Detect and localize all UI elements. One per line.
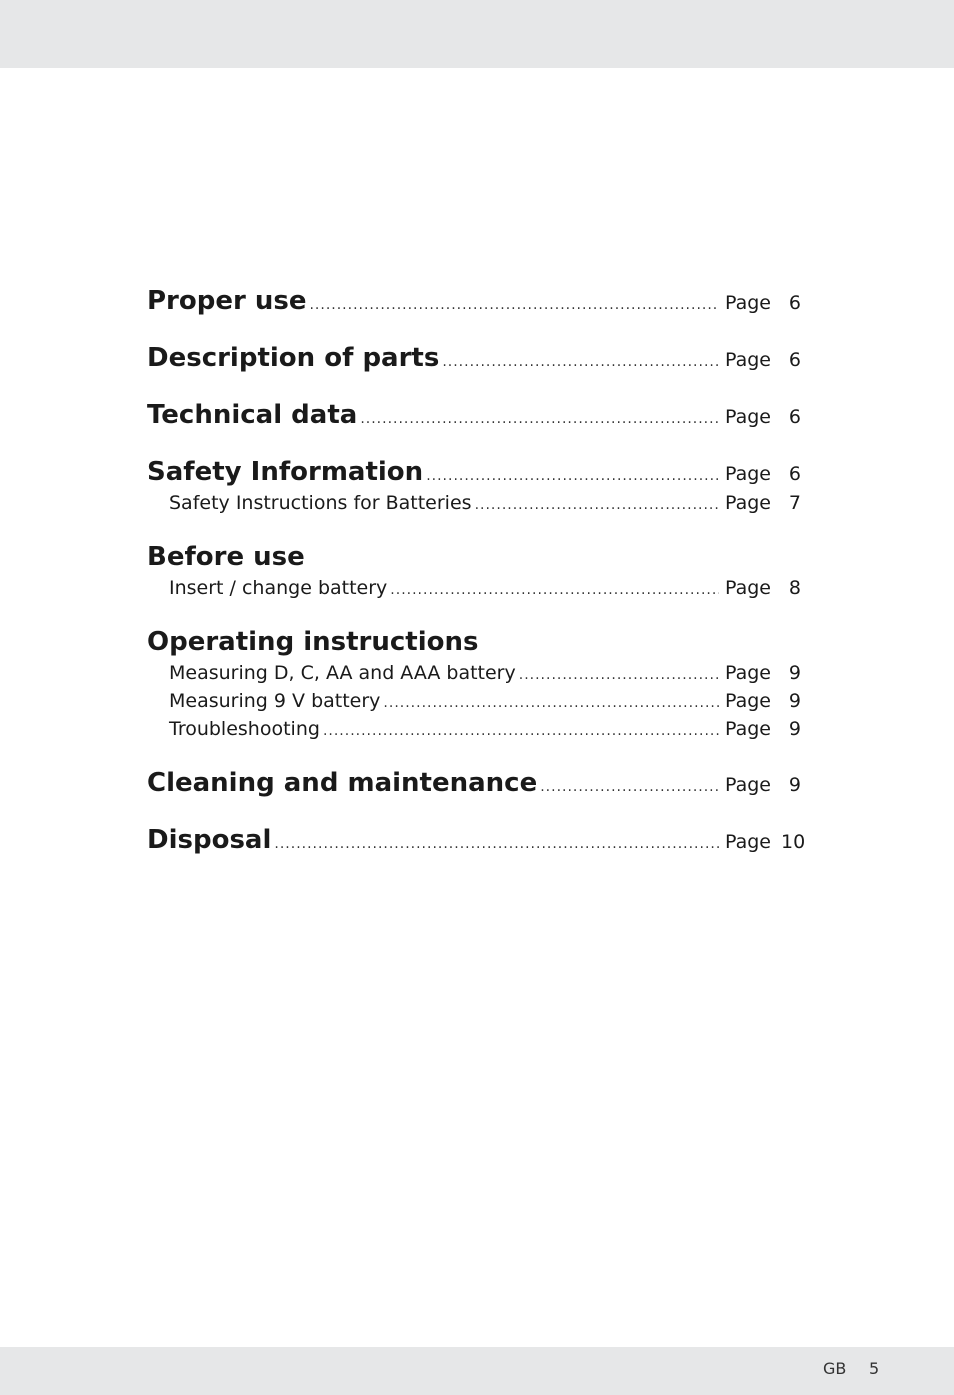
toc-entry-technical-data[interactable] (147, 398, 801, 432)
page-label: Page (725, 292, 771, 314)
toc-entry-safety-information[interactable] (147, 455, 801, 489)
page-number: 9 (788, 662, 801, 684)
page-label: Page (725, 492, 771, 514)
page-label: Page (725, 690, 771, 712)
page-number: 6 (788, 406, 801, 428)
toc-entry-title: Safety Information (147, 457, 424, 487)
page-label: Page (725, 577, 771, 599)
toc-entry-title: Description of parts (147, 343, 440, 373)
toc-entry-title: Troubleshooting (169, 718, 320, 740)
toc-entry-disposal[interactable] (147, 823, 806, 857)
page-label: Page (725, 406, 771, 428)
page-number: 9 (788, 718, 801, 740)
dot-leader (426, 468, 719, 484)
toc-entry-title: Cleaning and maintenance (147, 768, 538, 798)
toc-entry-title: Disposal (147, 825, 272, 855)
dot-leader (309, 297, 719, 313)
page-number: 10 (781, 831, 806, 853)
toc-entry-title: Measuring 9 V battery (169, 690, 381, 712)
toc-heading-before-use[interactable]: Before use (147, 542, 305, 572)
toc-entry-title: Insert / change battery (169, 577, 388, 599)
page-number: 9 (788, 690, 801, 712)
page-label: Page (725, 349, 771, 371)
page-label: Page (725, 463, 771, 485)
footer-language: GB (823, 1359, 847, 1378)
toc-entry-title: Proper use (147, 286, 307, 316)
toc-entry-title: Technical data (147, 400, 358, 430)
header-band (0, 0, 954, 68)
toc-entry-measuring-dcaa[interactable] (147, 659, 801, 687)
toc-entry-safety-batteries[interactable] (147, 489, 801, 517)
toc-entry-insert-battery[interactable] (147, 574, 801, 602)
dot-leader (274, 836, 719, 852)
toc-entry-title: Measuring D, C, AA and AAA battery (169, 662, 516, 684)
page-label: Page (725, 662, 771, 684)
dot-leader (360, 411, 719, 427)
toc-entry-description-of-parts[interactable] (147, 341, 801, 375)
dot-leader (540, 779, 719, 795)
dot-leader (383, 695, 719, 711)
page-number: 6 (788, 463, 801, 485)
page-number: 6 (788, 292, 801, 314)
page-number: 7 (788, 492, 801, 514)
toc-entry-measuring-9v[interactable] (147, 687, 801, 715)
toc-entry-troubleshooting[interactable] (147, 715, 801, 743)
footer-page-number: 5 (869, 1359, 880, 1378)
dot-leader (519, 667, 719, 683)
table-of-contents (147, 284, 806, 857)
page-label: Page (725, 774, 771, 796)
page-number: 9 (788, 774, 801, 796)
dot-leader (475, 497, 719, 513)
page-label: Page (725, 831, 771, 853)
toc-entry-proper-use[interactable] (147, 284, 801, 318)
dot-leader (390, 582, 719, 598)
page-number: 6 (788, 349, 801, 371)
footer-band (0, 1347, 954, 1395)
toc-heading-operating-instructions[interactable]: Operating instructions (147, 627, 479, 657)
toc-entry-title: Safety Instructions for Batteries (169, 492, 472, 514)
page-number: 8 (788, 577, 801, 599)
toc-entry-cleaning[interactable] (147, 766, 801, 800)
page-label: Page (725, 718, 771, 740)
dot-leader (323, 723, 719, 739)
dot-leader (442, 354, 719, 370)
